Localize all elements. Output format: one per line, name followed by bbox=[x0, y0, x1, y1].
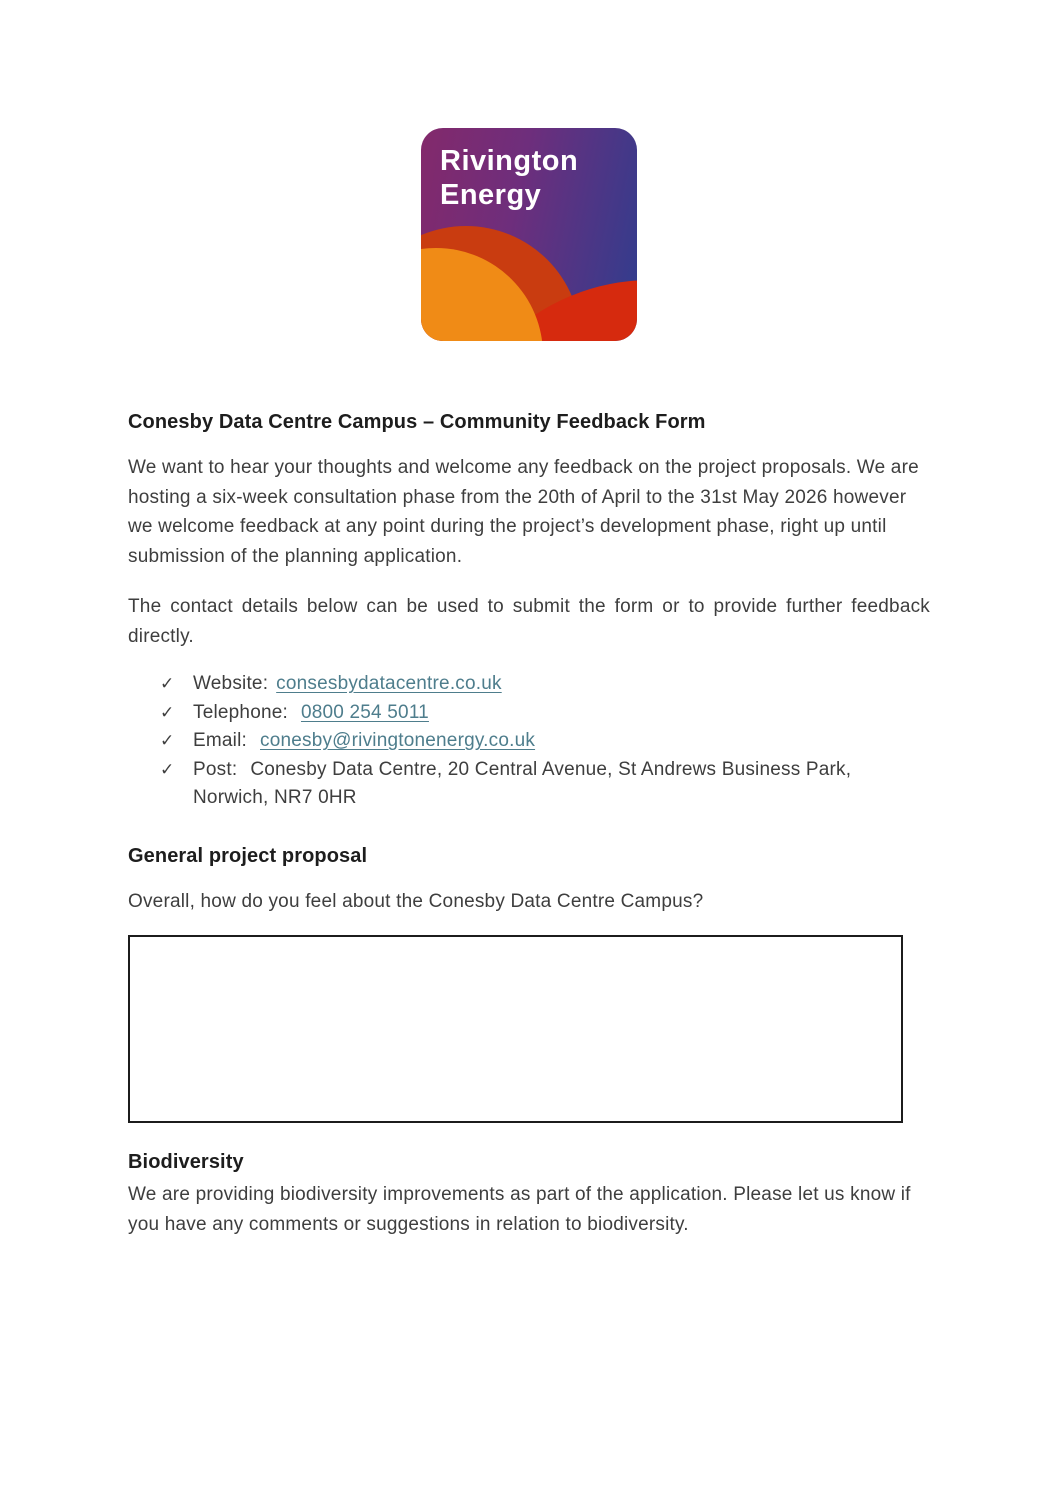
logo-wordmark-line1: Rivington bbox=[440, 145, 579, 177]
post-label: Post: bbox=[193, 758, 238, 780]
document-title: Conesby Data Centre Campus – Community Feedback Form bbox=[128, 411, 706, 433]
logo-wordmark bbox=[440, 144, 578, 212]
website-link[interactable]: consesbydatacentre.co.uk bbox=[276, 673, 502, 694]
biodiversity-heading: Biodiversity bbox=[128, 1151, 244, 1173]
website-label: Website: bbox=[193, 673, 269, 694]
contact-item-post bbox=[128, 756, 930, 813]
biodiversity-text: We are providing biodiversity improvements as part of the application. Please let us know if you have any comments or suggestions in relation to biodiversity. bbox=[128, 1184, 911, 1235]
general-feedback-question: Overall, how do you feel about the Conesby Data Centre Campus? bbox=[128, 890, 704, 912]
contact-item-email bbox=[128, 727, 930, 756]
contact-item-website bbox=[128, 670, 930, 699]
email-link[interactable]: conesby@rivingtonenergy.co.uk bbox=[260, 730, 536, 751]
checkmark-icon: ✓ bbox=[160, 759, 175, 779]
intro-paragraph-1: We want to hear your thoughts and welcome any feedback on the project proposals. We are hosting a six-week consultation phase from the 20th of April to the 31st May 2026 however we welcome feedback at any point during the project’s development phase, right up until submission of the planning application. bbox=[128, 457, 919, 567]
document-content bbox=[128, 411, 930, 1239]
rivington-energy-logo bbox=[421, 128, 637, 341]
contact-details-list bbox=[128, 670, 930, 813]
checkmark-icon: ✓ bbox=[160, 674, 175, 693]
post-address: Conesby Data Centre, 20 Central Avenue, St Andrews Business Park, Norwich, NR7 0HR bbox=[193, 758, 852, 808]
contact-item-telephone bbox=[128, 699, 930, 728]
telephone-label: Telephone: bbox=[193, 701, 288, 723]
logo-wordmark-line2: Energy bbox=[440, 179, 542, 211]
checkmark-icon: ✓ bbox=[160, 702, 175, 722]
checkmark-icon: ✓ bbox=[160, 731, 175, 750]
email-label: Email: bbox=[193, 730, 247, 751]
telephone-link[interactable]: 0800 254 5011 bbox=[300, 701, 429, 723]
general-feedback-textbox[interactable] bbox=[128, 935, 903, 1123]
logo-container bbox=[0, 0, 1058, 341]
general-project-proposal-heading: General project proposal bbox=[128, 844, 368, 867]
intro-paragraph-2: The contact details below can be used to submit the form or to provide further feedback directly. bbox=[128, 596, 930, 647]
